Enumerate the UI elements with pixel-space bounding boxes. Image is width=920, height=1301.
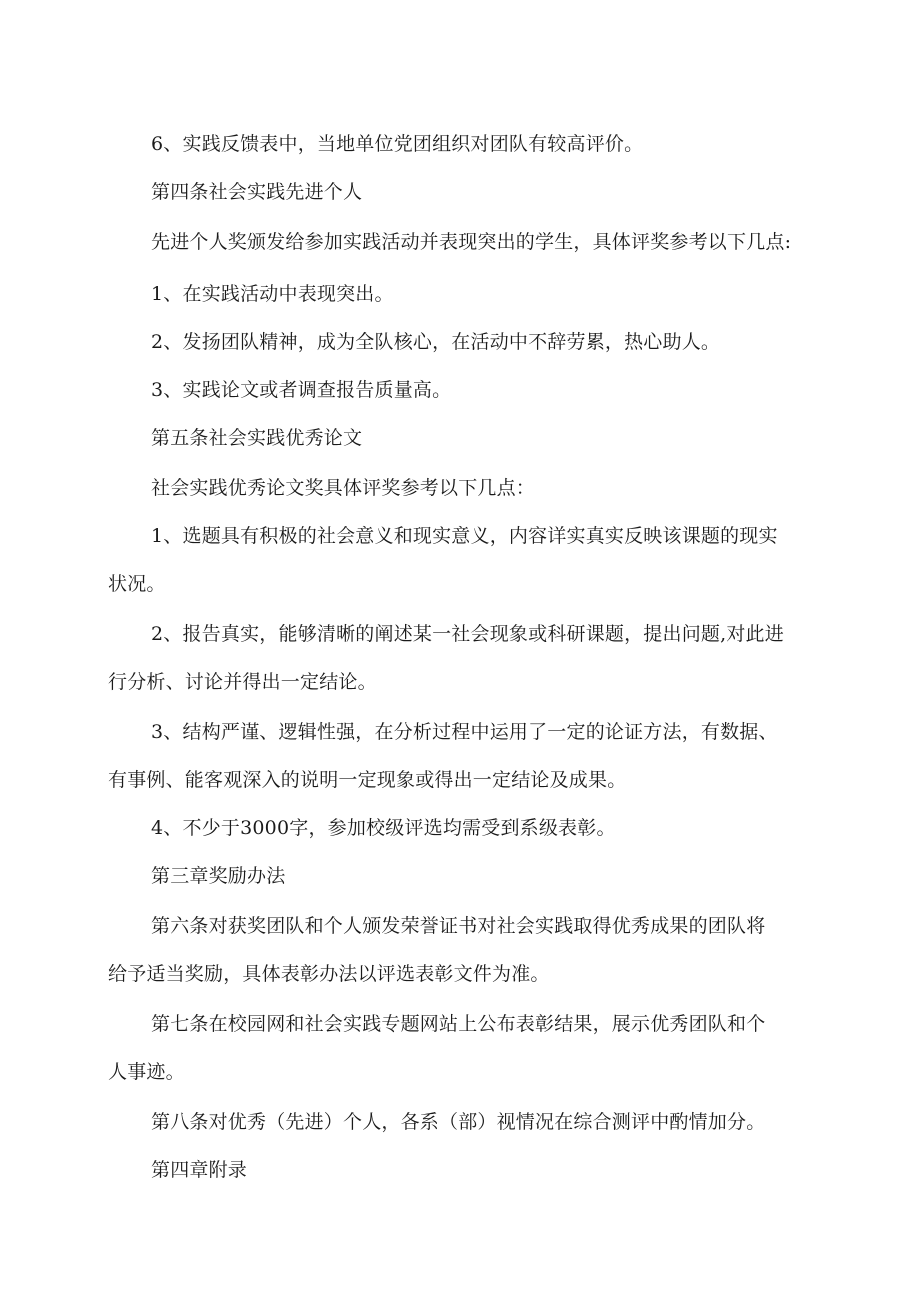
article-8: 第八条对优秀（先进）个人，各系（部）视情况在综合测评中酌情加分。 — [151, 1111, 766, 1133]
paper-criterion-1-line-2: 状况。 — [108, 573, 166, 595]
paper-criterion-3-line-2: 有事例、能客观深入的说明一定现象或得出一定结论及成果。 — [108, 769, 627, 791]
chapter-3-heading: 第三章奖励办法 — [151, 865, 286, 887]
paper-criterion-1-line-1: 1、选题具有积极的社会意义和现实意义，内容详实真实反映该课题的现实 — [151, 525, 778, 547]
article-7-line-1: 第七条在校园网和社会实践专题网站上公布表彰结果，展示优秀团队和个 — [151, 1013, 766, 1035]
article-4-intro: 先进个人奖颁发给参加实践活动并表现突出的学生，具体评奖参考以下几点: — [151, 231, 792, 253]
paper-criterion-4: 4、不少于3000字，参加校级评选均需受到系级表彰。 — [151, 817, 616, 839]
article-6-line-2: 给予适当奖励，具体表彰办法以评选表彰文件为准。 — [108, 963, 550, 985]
article-5-intro: 社会实践优秀论文奖具体评奖参考以下几点： — [151, 477, 536, 499]
item-6-feedback: 6、实践反馈表中，当地单位党团组织对团队有较高评价。 — [151, 133, 644, 155]
individual-criterion-1: 1、在实践活动中表现突出。 — [151, 283, 394, 305]
paper-criterion-2-line-2: 行分析、讨论并得出一定结论。 — [108, 671, 377, 693]
individual-criterion-2: 2、发扬团队精神，成为全队核心，在活动中不辞劳累，热心助人。 — [151, 331, 721, 353]
article-6-line-1: 第六条对获奖团队和个人颁发荣誉证书对社会实践取得优秀成果的团队将 — [151, 915, 766, 937]
individual-criterion-3: 3、实践论文或者调查报告质量高。 — [151, 379, 452, 401]
paper-criterion-3-line-1: 3、结构严谨、逻辑性强，在分析过程中运用了一定的论证方法，有数据、 — [151, 721, 778, 743]
article-5-heading: 第五条社会实践优秀论文 — [151, 427, 363, 449]
article-7-line-2: 人事迹。 — [108, 1061, 185, 1083]
paper-criterion-2-line-1: 2、报告真实，能够清晰的阐述某一社会现象或科研课题，提出问题,对此进 — [151, 623, 784, 645]
article-4-heading: 第四条社会实践先进个人 — [151, 181, 363, 203]
chapter-4-heading: 第四章附录 — [151, 1159, 248, 1181]
